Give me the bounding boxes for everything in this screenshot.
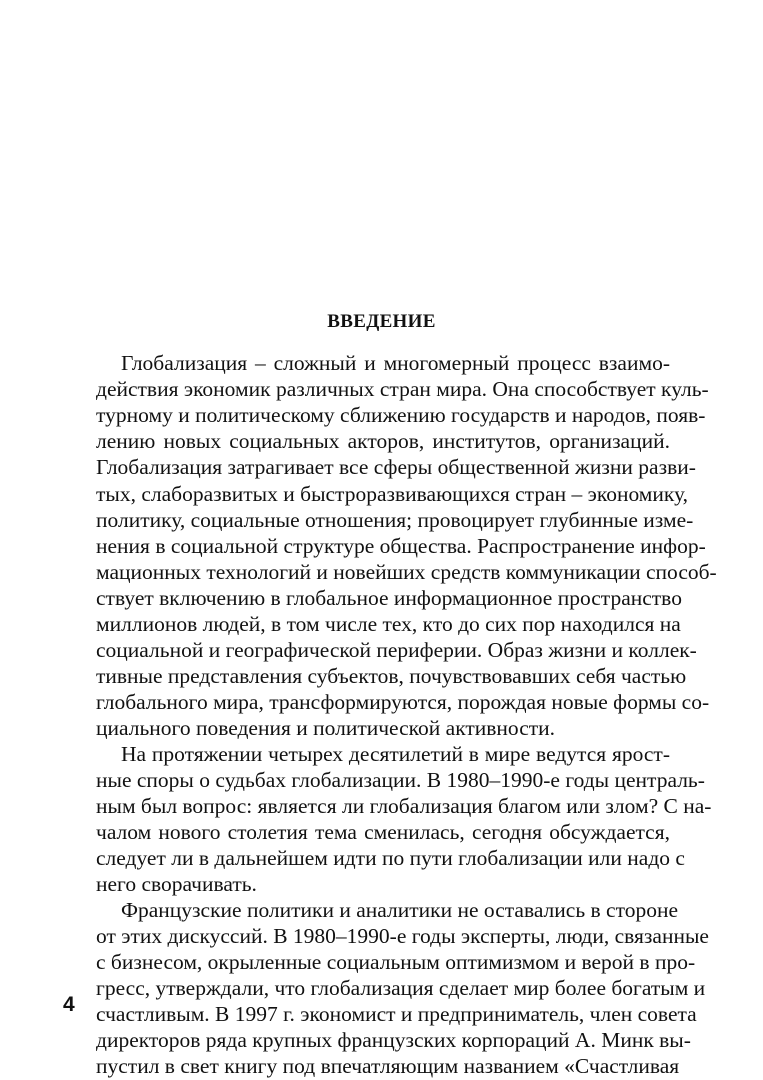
text-line: счастливым. В 1997 г. экономист и предприниматель, член совета — [96, 1002, 697, 1026]
text-line: действия экономик различных стран мира. Она способствует куль- — [96, 377, 709, 401]
text-line: пустил в свет книгу под впечатляющим названием «Счастливая — [96, 1054, 680, 1078]
text-line: ствует включению в глобальное информационное пространство — [96, 586, 682, 610]
text-line: нения в социальной структуре общества. Распространение инфор- — [96, 534, 706, 558]
text-line: лению новых социальных акторов, институтов, организаций. — [96, 429, 670, 453]
text-line: чалом нового столетия тема сменилась, сегодня обсуждается, — [96, 820, 670, 844]
text-line: социальной и географической периферии. Образ жизни и коллек- — [96, 638, 697, 662]
page-number: 4 — [63, 993, 75, 1016]
text-line: ным был вопрос: является ли глобализация благом или злом? С на- — [96, 794, 712, 818]
text-line: миллионов людей, в том числе тех, кто до сих пор находился на — [96, 612, 681, 636]
text-line: Глобализация – сложный и многомерный процесс взаимо- — [121, 351, 670, 375]
text-line: него сворачивать. — [96, 872, 257, 896]
text-line: политику, социальные отношения; провоцирует глубинные изме- — [96, 508, 694, 532]
text-line: Глобализация затрагивает все сферы общественной жизни разви- — [96, 455, 696, 479]
text-line: гресс, утверждали, что глобализация сделает мир более богатым и — [96, 976, 706, 1000]
text-line: с бизнесом, окрыленные социальным оптимизмом и верой в про- — [96, 950, 696, 974]
text-line: ные споры о судьбах глобализации. В 1980–1990-е годы централь- — [96, 768, 705, 792]
text-line: турному и политическому сближению государств и народов, появ- — [96, 403, 706, 427]
text-line: глобального мира, трансформируются, порождая новые формы со- — [96, 690, 710, 714]
text-line: циального поведения и политической активности. — [96, 716, 556, 740]
text-line: тых, слаборазвитых и быстроразвивающихся стран – экономику, — [96, 482, 689, 506]
text-line: мационных технологий и новейших средств коммуникации способ- — [96, 560, 717, 584]
text-line: На протяжении четырех десятилетий в мире ведутся ярост- — [121, 742, 670, 766]
text-line: Французские политики и аналитики не оставались в стороне — [121, 898, 678, 922]
text-line: следует ли в дальнейшем идти по пути глобализации или надо с — [96, 846, 685, 870]
text-line: директоров ряда крупных французских корпораций А. Минк вы- — [96, 1028, 691, 1052]
text-line: тивные представления субъектов, почувствовавших себя частью — [96, 664, 687, 688]
section-heading: ВВЕДЕНИЕ — [327, 311, 436, 332]
text-line: от этих дискуссий. В 1980–1990-е годы эксперты, люди, связанные — [96, 924, 709, 948]
